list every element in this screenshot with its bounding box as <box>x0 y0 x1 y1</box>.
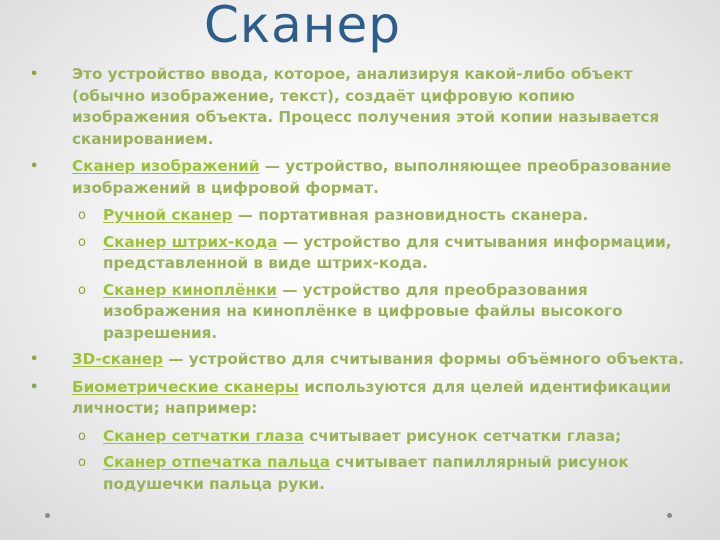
item-text: — портативная разновидность сканера. <box>232 206 589 224</box>
item-text: считывает рисунок сетчатки глаза; <box>303 426 622 445</box>
bullet-icon: • <box>30 159 39 174</box>
item-text: — устройство, выполняющее преобразование изображений в цифровой формат. <box>72 157 672 197</box>
item-text: — устройство для считывания информации, представленной в виде штрих-кода. <box>103 232 672 272</box>
slide-title: Сканер <box>204 0 401 54</box>
item-text: считывает папиллярный рисунок подушечки пальца руки. <box>103 453 629 493</box>
item-text: — устройство для преобразования изображения на киноплёнке в цифровые файлы высокого разрешения. <box>103 280 623 342</box>
list-item <box>30 377 690 420</box>
circle-bullet-icon: o <box>78 208 86 223</box>
list-item <box>30 452 690 495</box>
item-text: Это устройство ввода, которое, анализируя какой-либо объект (обычно изображение, текст), создаёт цифровую копию изображения объекта. Процесс получения этой копии называется сканированием. <box>72 65 660 148</box>
link-film-scanner[interactable]: Сканер киноплёнки <box>103 280 277 299</box>
list-item <box>30 426 690 448</box>
link-fingerprint-scanner[interactable]: Сканер отпечатка пальца <box>103 453 330 471</box>
decorative-dot-icon <box>45 513 50 518</box>
list-item <box>30 64 690 150</box>
bullet-icon: • <box>30 67 39 82</box>
link-biometric-scanners[interactable]: Биометрические сканеры <box>72 377 299 396</box>
link-image-scanner[interactable]: Сканер изображений <box>72 157 260 175</box>
decorative-dot-icon <box>667 513 672 518</box>
link-barcode-scanner[interactable]: Сканер штрих-кода <box>103 232 278 251</box>
list-item <box>30 232 690 275</box>
list-item <box>30 156 690 199</box>
circle-bullet-icon: o <box>78 282 86 298</box>
link-handheld-scanner[interactable]: Ручной сканер <box>103 206 233 224</box>
circle-bullet-icon: o <box>78 455 86 470</box>
list-item <box>30 349 690 371</box>
circle-bullet-icon: o <box>78 428 86 444</box>
item-text: — устройство для считывания формы объёмного объекта. <box>162 350 685 368</box>
link-3d-scanner[interactable]: 3D-сканер <box>72 350 163 368</box>
list-item <box>30 205 690 227</box>
list-item <box>30 280 690 345</box>
link-retina-scanner[interactable]: Сканер сетчатки глаза <box>103 426 304 445</box>
bullet-icon: • <box>30 379 39 395</box>
bullet-icon: • <box>30 352 39 367</box>
circle-bullet-icon: o <box>78 234 86 250</box>
slide-content <box>30 64 690 500</box>
item-text: используются для целей идентификации личности; например: <box>72 377 672 417</box>
